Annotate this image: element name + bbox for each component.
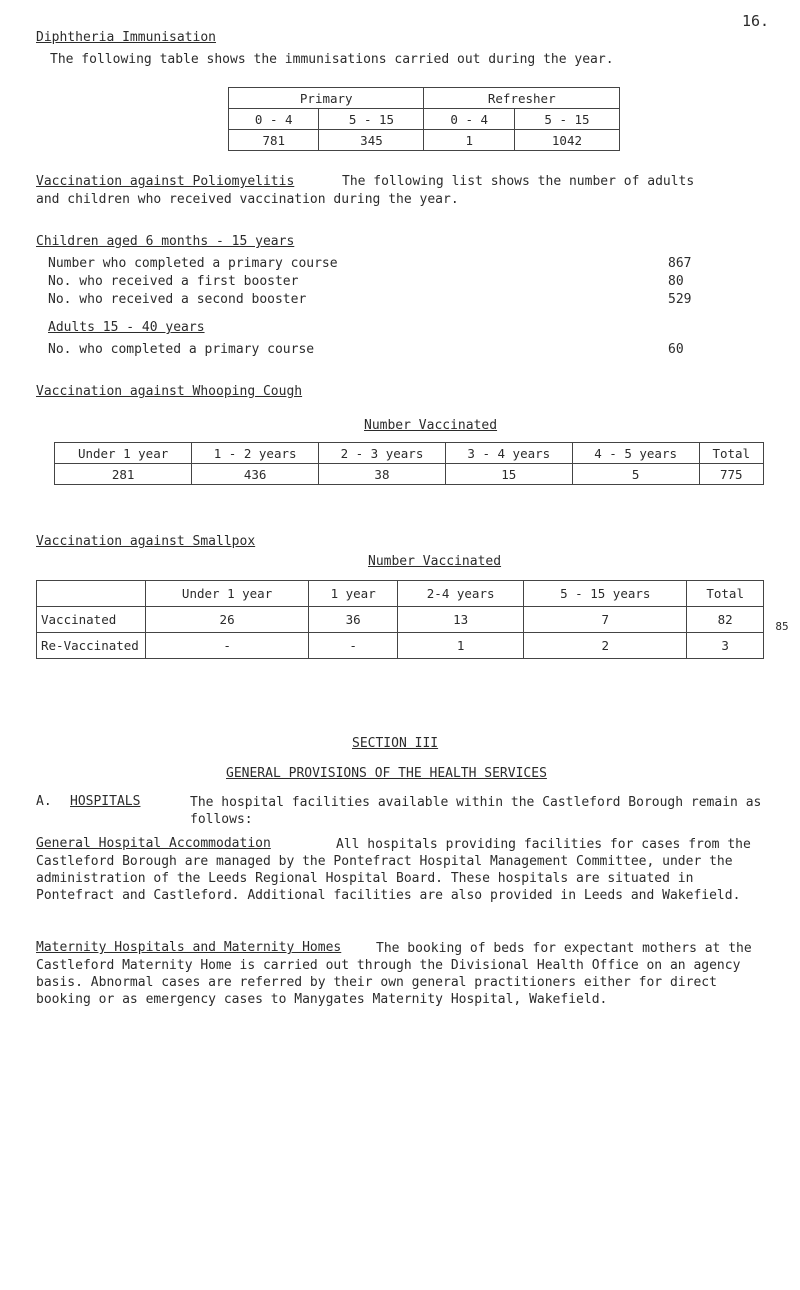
value-cell: 15 [445, 464, 572, 485]
column-header: 3 - 4 years [445, 443, 572, 464]
value-cell [687, 607, 789, 633]
value-cell: - [146, 633, 309, 659]
polio-intro-2: and children who received vaccination during the year. [36, 192, 459, 207]
item-value: 80 [668, 274, 684, 289]
age-cell: 5 - 15 [514, 109, 619, 130]
column-header: 1 - 2 years [192, 443, 319, 464]
maternity-heading: Maternity Hospitals and Maternity Homes [36, 940, 342, 955]
whooping-heading: Vaccination against Whooping Cough [36, 384, 303, 399]
adults-heading: Adults 15 - 40 years [48, 320, 205, 335]
grand-total: 85 [775, 620, 789, 633]
value-cell: 26 [146, 607, 309, 633]
maternity-text: The booking of beds for expectant mothers at the Castleford Maternity Home is carried out through the Divisional Health Office on an agency basis. Abnormal cases are referred by their own general practitioners either for direct booking or as emergency cases to Manygates Maternity Hospital, Wakefield. [36, 941, 752, 1007]
column-header: 5 - 15 years [524, 581, 687, 607]
page-number: 16. [742, 12, 770, 30]
value-cell: 281 [55, 464, 192, 485]
value-cell: 36 [309, 607, 398, 633]
general-heading: General Hospital Accommodation [36, 836, 271, 851]
value-cell: 3 [687, 633, 764, 659]
value-cell: 1042 [514, 130, 619, 151]
smallpox-heading: Vaccination against Smallpox [36, 534, 256, 549]
row-label: Vaccinated [37, 607, 146, 633]
smallpox-table [36, 580, 789, 659]
value-cell: 38 [319, 464, 446, 485]
column-header: Under 1 year [146, 581, 309, 607]
group-refresher: Refresher [424, 88, 620, 109]
item-label: No. who received a first booster [48, 274, 299, 289]
section-title: SECTION III [352, 736, 439, 751]
item-value: 867 [668, 256, 692, 271]
column-header: Total [687, 581, 764, 607]
value-cell: 5 [572, 464, 699, 485]
total-value: 82 [717, 612, 733, 627]
hospitals-heading: HOSPITALS [70, 794, 141, 809]
column-header: 1 year [309, 581, 398, 607]
list-item [48, 274, 688, 289]
diphtheria-heading: Diphtheria Immunisation [36, 30, 217, 45]
list-item [48, 256, 692, 271]
age-cell: 0 - 4 [424, 109, 514, 130]
value-cell: - [309, 633, 398, 659]
hospitals-text: The hospital facilities available within the Castleford Borough remain as follows: [190, 795, 762, 827]
column-header [37, 581, 146, 607]
value-cell: 7 [524, 607, 687, 633]
value-cell: 1 [398, 633, 524, 659]
item-label: No. who received a second booster [48, 292, 307, 307]
list-item [48, 342, 688, 357]
age-cell: 0 - 4 [229, 109, 319, 130]
children-heading: Children aged 6 months - 15 years [36, 234, 295, 249]
value-cell: 345 [319, 130, 424, 151]
value-cell: 775 [699, 464, 763, 485]
value-cell: 1 [424, 130, 514, 151]
diphtheria-table [228, 87, 620, 151]
value-cell: 2 [524, 633, 687, 659]
value-cell: 13 [398, 607, 524, 633]
section-subtitle: GENERAL PROVISIONS OF THE HEALTH SERVICES [226, 766, 547, 781]
item-value: 60 [668, 342, 684, 357]
smallpox-caption: Number Vaccinated [368, 554, 502, 569]
value-cell: 436 [192, 464, 319, 485]
whooping-table [54, 442, 764, 485]
value-cell: 781 [229, 130, 319, 151]
age-cell: 5 - 15 [319, 109, 424, 130]
section-a-label: A. [36, 794, 52, 809]
polio-intro: The following list shows the number of adults [342, 174, 695, 189]
column-header: 2 - 3 years [319, 443, 446, 464]
row-label: Re-Vaccinated [37, 633, 146, 659]
column-header: Under 1 year [55, 443, 192, 464]
column-header: 2-4 years [398, 581, 524, 607]
diphtheria-intro: The following table shows the immunisations carried out during the year. [50, 52, 614, 67]
whooping-caption: Number Vaccinated [364, 418, 498, 433]
column-header: Total [699, 443, 763, 464]
item-label: Number who completed a primary course [48, 256, 338, 271]
group-primary: Primary [229, 88, 424, 109]
general-text: All hospitals providing facilities for cases from the Castleford Borough are managed by the Pontefract Hospital Management Committee, under the administration of the Leeds Regional Hospital Board. These hospitals are situated in Pontefract and Castleford. Additional facilities are also provided in Leeds and Wakefield. [36, 837, 751, 903]
list-item [48, 292, 692, 307]
item-label: No. who completed a primary course [48, 342, 315, 357]
item-value: 529 [668, 292, 692, 307]
column-header: 4 - 5 years [572, 443, 699, 464]
polio-heading: Vaccination against Poliomyelitis [36, 174, 295, 189]
